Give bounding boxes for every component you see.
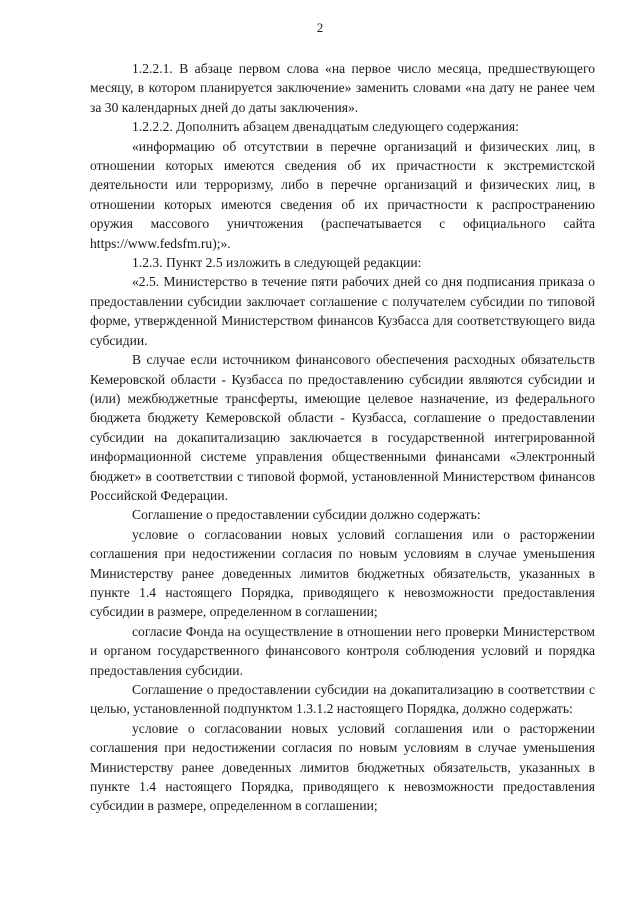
page-number: 2	[316, 20, 324, 35]
paragraph-fund-consent: согласие Фонда на осуществление в отношении него проверки Министерством и органом государственного финансового контроля соблюдения условий и порядка предоставления субсидии.	[90, 623, 595, 678]
paragraph-1-2-2-2: 1.2.2.2. Дополнить абзацем двенадцатым следующего содержания:	[132, 119, 519, 135]
paragraph-1-2-2-1: 1.2.2.1. В абзаце первом слова «на первое число месяца, предшествующего месяцу, в котором планируется заключение» заменить словами «на дату не ранее чем за 30 календарных дней до даты заключения».	[90, 61, 595, 115]
paragraph-condition-limits: условие о согласовании новых условий соглашения или о расторжении соглашения при недостижении согласия по новым условиям в случае уменьшения Министерству ранее доведенных лимитов бюджетных обязательств, указанных в пункте 1.4 настоящего Порядка, приводящего к невозможности предоставления субсидии в размере, определенном в соглашении;	[90, 526, 595, 620]
paragraph-2-5: «2.5. Министерство в течение пяти рабочих дней со дня подписания приказа о предоставлении субсидии заключает соглашение с получателем субсидии по типовой форме, утвержденной Министерством финансов Кузбасса для соответствующего вида субсидии.	[90, 274, 595, 348]
paragraph-info-extremism: «информацию об отсутствии в перечне организаций и физических лиц, в отношении которых имеются сведения об их причастности к экстремистской деятельности или терроризму, либо в перечне организаций и физических лиц, в отношении которых имеются сведения об их причастности к распространению оружия массового уничтожения (распечатывается с официального сайта https://www.fedsfm.ru);».	[90, 138, 595, 251]
paragraph-condition-limits-2: условие о согласовании новых условий соглашения или о расторжении соглашения при недостижении согласия по новым условиям в случае уменьшения Министерству ранее доведенных лимитов бюджетных обязательств, указанных в пункте 1.4 настоящего Порядка, приводящего к невозможности предоставления субсидии в размере, определенном в соглашении;	[90, 720, 595, 814]
paragraph-agreement-contents: Соглашение о предоставлении субсидии должно содержать:	[132, 507, 481, 523]
paragraph-federal-funding: В случае если источником финансового обеспечения расходных обязательств Кемеровской области - Кузбасса по предоставлению субсидии являются субсидии и (или) межбюджетные трансферты, имеющие целевое назначение, из федерального бюджета бюджету Кемеровской области - Кузбасса, соглашение о предоставлении субсидии на докапитализацию заключается в государственной интегрированной информационной системе управления общественными финансами «Электронный бюджет» в соответствии с типовой формой, установленной Министерством финансов Российской Федерации.	[90, 352, 595, 503]
document-body	[90, 59, 595, 816]
paragraph-recapitalization-agreement: Соглашение о предоставлении субсидии на докапитализацию в соответствии с целью, установленной подпунктом 1.3.1.2 настоящего Порядка, должно содержать:	[90, 682, 595, 717]
paragraph-1-2-3: 1.2.3. Пункт 2.5 изложить в следующей редакции:	[132, 255, 422, 271]
